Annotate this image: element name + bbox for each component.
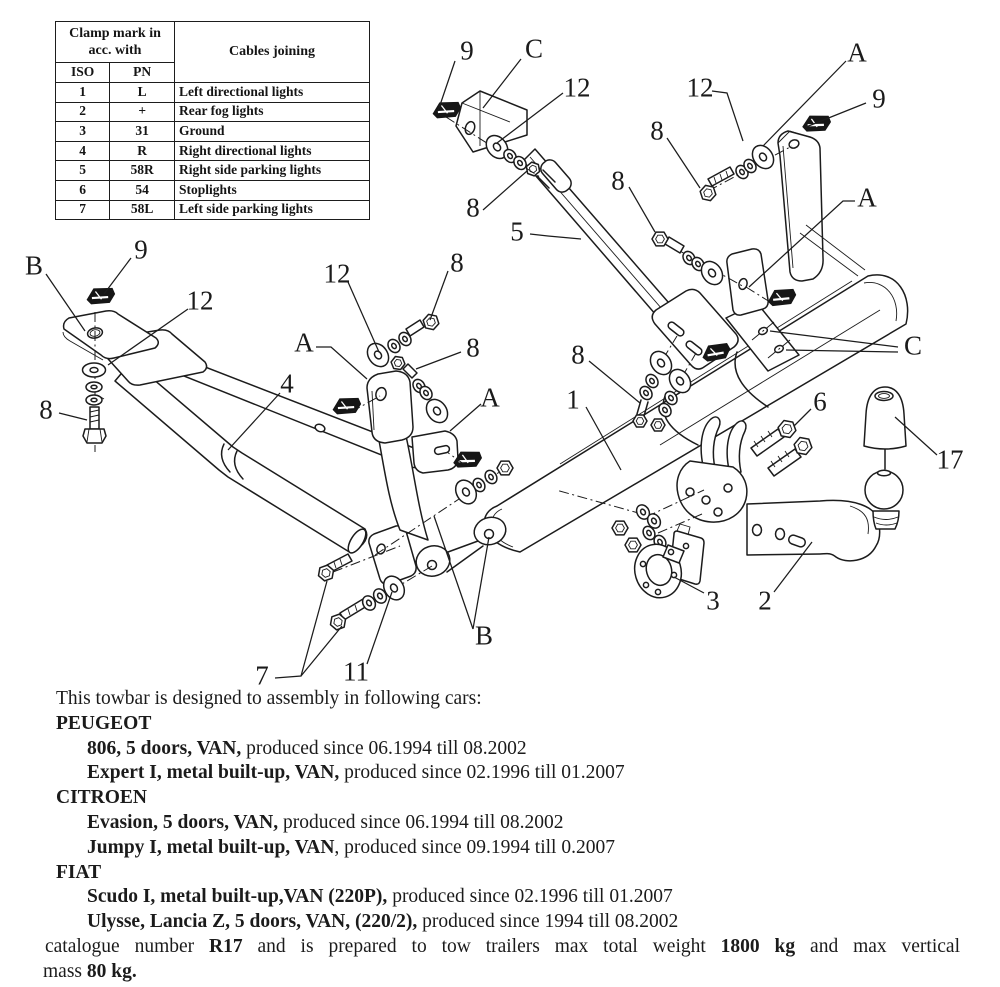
clamp-table-body	[56, 83, 370, 220]
callout-label-12: 12	[323, 258, 351, 289]
clamp-mark-table	[55, 21, 370, 220]
car-model: Expert I, metal built-up, VAN, produced since 02.1996 till 01.2007	[87, 762, 625, 784]
leader-line-8	[416, 352, 461, 369]
table-row	[56, 102, 370, 122]
cell-cables: Right directional lights	[175, 141, 370, 161]
table-row	[56, 180, 370, 200]
cable-clamp-icon	[85, 284, 116, 307]
leader-line-7	[301, 626, 342, 676]
table-subheader-iso: ISO	[56, 63, 110, 83]
leader-line-8	[59, 413, 87, 420]
car-model: 806, 5 doors, VAN, produced since 06.1994 till 08.2002	[87, 737, 527, 759]
leader-line-9	[806, 103, 866, 127]
leader-line-12	[712, 91, 743, 141]
callout-label-8: 8	[466, 192, 480, 223]
callout-label-B: B	[474, 620, 494, 651]
cell-pn: R	[110, 141, 175, 161]
cell-iso: 4	[56, 141, 110, 161]
ball-cover-cap	[864, 387, 906, 449]
cable-clamp-icon	[766, 285, 798, 309]
cable-clamp-icon	[331, 394, 362, 417]
callout-label-6: 6	[813, 386, 827, 417]
cell-pn: +	[110, 102, 175, 122]
leader-line-A	[450, 404, 481, 431]
callout-label-A: A	[480, 382, 500, 413]
leader-line-A	[316, 347, 367, 379]
table-subheader-pn: PN	[110, 63, 175, 83]
callout-label-C: C	[524, 33, 544, 64]
callout-label-5: 5	[510, 216, 524, 247]
leader-line-8	[483, 171, 527, 210]
car-brand: CITROEN	[56, 787, 148, 809]
table-row	[56, 161, 370, 181]
callout-label-A: A	[857, 182, 877, 213]
cell-pn: 31	[110, 122, 175, 142]
cell-iso: 7	[56, 200, 110, 220]
callout-label-8: 8	[611, 165, 625, 196]
leader-line-6	[794, 409, 811, 426]
callout-label-2: 2	[758, 585, 772, 616]
car-list	[43, 712, 960, 935]
leader-line-7	[275, 581, 327, 678]
callout-label-3: 3	[706, 585, 720, 616]
car-model: Ulysse, Lancia Z, 5 doors, VAN, (220/2), produced since 1994 till 08.2002	[87, 911, 679, 933]
car-brand: PEUGEOT	[56, 712, 152, 734]
table-row	[56, 122, 370, 142]
callout-label-7: 7	[255, 660, 269, 691]
clamp-table-head	[56, 22, 370, 83]
cell-cables: Left side parking lights	[175, 200, 370, 220]
callout-label-C: C	[903, 330, 923, 361]
leader-line-A	[763, 61, 846, 146]
leader-line-8	[589, 361, 640, 403]
callout-label-9: 9	[460, 35, 474, 66]
cell-pn: 58R	[110, 161, 175, 181]
car-model: Jumpy I, metal built-up, VAN, produced since 09.1994 till 0.2007	[87, 836, 615, 858]
callout-label-8: 8	[39, 394, 53, 425]
callout-label-A: A	[294, 327, 314, 358]
compatibility-text	[0, 687, 1000, 985]
car-brand: FIAT	[56, 861, 102, 883]
callout-label-4: 4	[280, 368, 294, 399]
cell-pn: 54	[110, 180, 175, 200]
leader-line-8	[629, 187, 655, 232]
table-header-cables-joining: Cables joining	[175, 22, 370, 83]
cell-iso: 3	[56, 122, 110, 142]
callout-label-A: A	[847, 37, 867, 68]
cell-iso: 5	[56, 161, 110, 181]
callout-label-9: 9	[872, 83, 886, 114]
leader-line-8	[667, 138, 700, 188]
table-row	[56, 83, 370, 103]
callout-label-B: B	[24, 250, 44, 281]
table-row	[56, 141, 370, 161]
car-model: Scudo I, metal built-up,VAN (220P), produced since 02.1996 till 01.2007	[87, 886, 673, 908]
leader-line-9	[104, 258, 131, 294]
cell-cables: Stoplights	[175, 180, 370, 200]
callout-label-8: 8	[450, 247, 464, 278]
leader-line-12	[348, 282, 379, 352]
cell-cables: Ground	[175, 122, 370, 142]
cell-iso: 6	[56, 180, 110, 200]
ball-neck	[873, 511, 899, 529]
socket-plate	[628, 524, 704, 603]
callout-label-8: 8	[571, 339, 585, 370]
cell-cables: Right side parking lights	[175, 161, 370, 181]
table-row	[56, 200, 370, 220]
car-model: Evasion, 5 doors, VAN, produced since 06.1994 till 08.2002	[87, 811, 564, 833]
callout-label-1: 1	[566, 384, 580, 415]
callout-label-8: 8	[466, 332, 480, 363]
catalogue-line-2: mass 80 kg.	[43, 960, 137, 982]
cell-cables: Left directional lights	[175, 83, 370, 103]
side-plate	[778, 112, 865, 281]
callout-label-9: 9	[134, 234, 148, 265]
table-header-clamp-mark: Clamp mark in acc. with	[56, 22, 175, 63]
callout-label-8: 8	[650, 115, 664, 146]
callout-label-12: 12	[686, 72, 714, 103]
catalogue-line-1: catalogue number R17 and is prepared to tow trailers max total weight 1800 kg and max vertical	[45, 935, 960, 957]
leader-line-5	[530, 234, 581, 239]
intro-line: This towbar is designed to assembly in following cars:	[56, 688, 482, 709]
cell-iso: 1	[56, 83, 110, 103]
cell-pn: 58L	[110, 200, 175, 220]
cell-pn: L	[110, 83, 175, 103]
tow-ball	[865, 471, 903, 509]
callout-label-11: 11	[343, 656, 369, 687]
cell-iso: 2	[56, 102, 110, 122]
callout-label-12: 12	[186, 285, 214, 316]
cell-cables: Rear fog lights	[175, 102, 370, 122]
callout-label-17: 17	[936, 444, 964, 475]
callout-label-12: 12	[563, 72, 591, 103]
leader-line-8	[430, 271, 448, 320]
